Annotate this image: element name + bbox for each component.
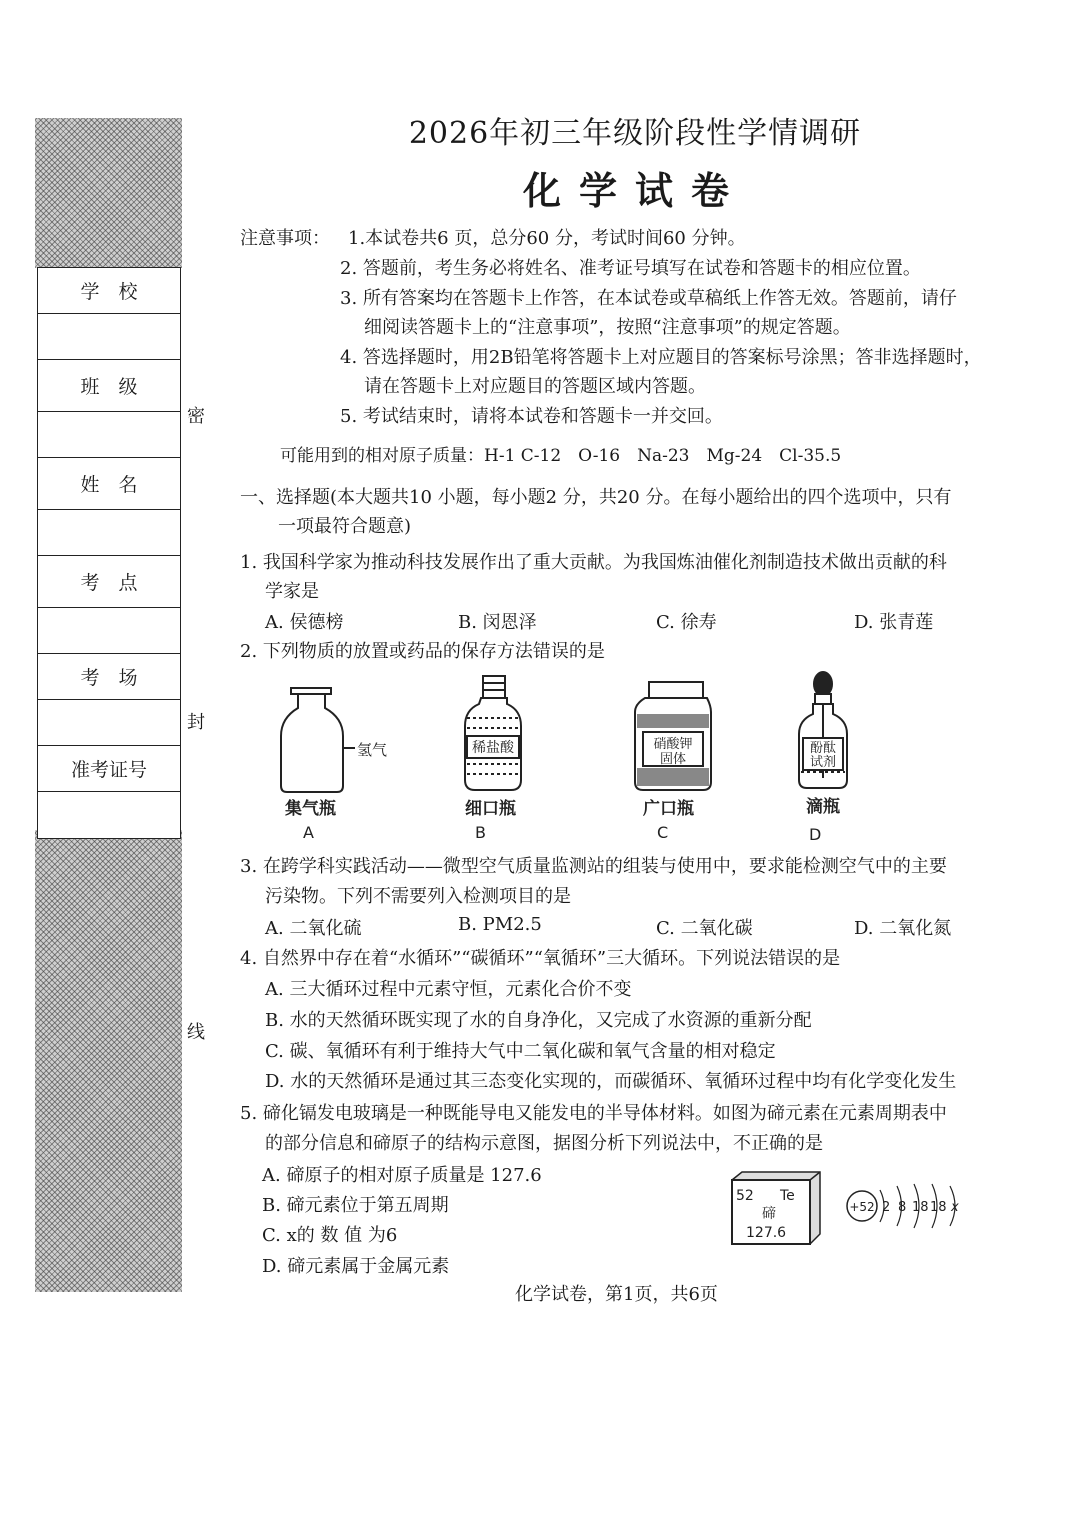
field-site-label: 考 点 bbox=[38, 556, 180, 608]
subject-title: 化学试卷 bbox=[522, 169, 747, 213]
section1-heading: 一、选择题(本大题共10 小题，每小题2 分，共20 分。在每小题给出的四个选项中，只有 bbox=[240, 487, 952, 508]
q1-stem-cont: 学家是 bbox=[265, 581, 319, 602]
q4-option-c[interactable]: C. 碳、氧循环有利于维持大气中二氧化碳和氧气含量的相对稳定 bbox=[265, 1041, 776, 1062]
field-name-blank[interactable] bbox=[38, 510, 180, 556]
q3-option-d[interactable]: D. 二氧化氮 bbox=[854, 918, 952, 939]
bottle-a-letter: A bbox=[303, 823, 314, 842]
q1-option-d[interactable]: D. 张青莲 bbox=[854, 612, 934, 633]
bottle-b-letter: B bbox=[475, 823, 486, 842]
field-ticket-label: 准考证号 bbox=[38, 746, 180, 792]
section1-heading-cont: 一项最符合题意) bbox=[278, 516, 412, 537]
element-number: 52 bbox=[736, 1188, 754, 1204]
notice-item-1: 1.本试卷共6 页，总分60 分，考试时间60 分钟。 bbox=[348, 228, 746, 249]
sidebar-texture-bottom bbox=[35, 830, 182, 1292]
bottle-b-narrow-mouth bbox=[465, 676, 521, 790]
bottle-b-name: 细口瓶 bbox=[465, 799, 516, 819]
bottle-c-letter: C bbox=[657, 823, 669, 842]
bottle-c-wide-mouth bbox=[635, 682, 711, 790]
q3-stem: 3. 在跨学科实践活动——微型空气质量监测站的组装与使用中，要求能检测空气中的主要 bbox=[240, 856, 947, 877]
notice-item-2: 2. 答题前，考生务必将姓名、准考证号填写在试卷和答题卡的相应位置。 bbox=[340, 258, 921, 279]
q2-stem: 2. 下列物质的放置或药品的保存方法错误的是 bbox=[240, 641, 605, 662]
atom-nucleus: +52 bbox=[849, 1200, 875, 1214]
tellurium-element-cell bbox=[726, 1170, 826, 1250]
seal-char-mi: 密 bbox=[187, 406, 205, 427]
q1-option-c[interactable]: C. 徐寿 bbox=[656, 612, 717, 633]
q5-option-c[interactable]: C. x的 数 值 为6 bbox=[262, 1225, 398, 1246]
atom-shell-5: x bbox=[951, 1200, 959, 1215]
q1-option-a[interactable]: A. 侯德榜 bbox=[265, 612, 344, 633]
seal-char-xian: 线 bbox=[187, 1022, 205, 1043]
student-info-table bbox=[37, 267, 181, 839]
bottle-a-gas-label: 氢气 bbox=[357, 741, 388, 759]
q4-option-b[interactable]: B. 水的天然循环既实现了水的自身净化，又完成了水资源的重新分配 bbox=[265, 1010, 812, 1031]
q5-option-b[interactable]: B. 碲元素位于第五周期 bbox=[262, 1195, 449, 1216]
q3-stem-cont: 污染物。下列不需要列入检测项目的是 bbox=[265, 886, 571, 907]
bottle-c-label-1: 硝酸钾 bbox=[653, 737, 693, 752]
field-name-label: 姓 名 bbox=[38, 458, 180, 510]
field-room-blank[interactable] bbox=[38, 700, 180, 746]
q3-option-c[interactable]: C. 二氧化碳 bbox=[656, 918, 753, 939]
field-site-blank[interactable] bbox=[38, 608, 180, 654]
q5-stem: 5. 碲化镉发电玻璃是一种既能导电又能发电的半导体材料。如图为碲元素在元素周期表中 bbox=[240, 1103, 947, 1124]
q3-option-b[interactable]: B. PM2.5 bbox=[458, 914, 542, 935]
q4-stem: 4. 自然界中存在着“水循环”“碳循环”“氧循环”三大循环。下列说法错误的是 bbox=[240, 948, 841, 969]
q1-option-b[interactable]: B. 闵恩泽 bbox=[458, 612, 537, 633]
bottle-c-label-2: 固体 bbox=[659, 752, 687, 767]
field-class-label: 班 级 bbox=[38, 360, 180, 412]
notice-item-4: 4. 答选择题时，用2B铅笔将答题卡上对应题目的答案标号涂黑；答非选择题时， bbox=[340, 347, 982, 368]
exam-title: 2026年初三年级阶段性学情调研 bbox=[408, 116, 862, 151]
q4-option-a[interactable]: A. 三大循环过程中元素守恒，元素化合价不变 bbox=[265, 979, 632, 1000]
q4-option-d[interactable]: D. 水的天然循环是通过其三态变化实现的，而碳循环、氧循环过程中均有化学变化发生 bbox=[265, 1071, 957, 1092]
atom-shell-2: 8 bbox=[898, 1200, 907, 1215]
notice-item-3: 3. 所有答案均在答题卡上作答，在本试卷或草稿纸上作答无效。答题前，请仔 bbox=[340, 288, 957, 309]
atom-shell-3: 18 bbox=[912, 1200, 929, 1215]
bottle-b-label: 稀盐酸 bbox=[472, 740, 514, 756]
element-mass: 127.6 bbox=[746, 1225, 787, 1241]
q5-option-d[interactable]: D. 碲元素属于金属元素 bbox=[262, 1256, 450, 1277]
bottle-d-dropper bbox=[799, 672, 847, 788]
seal-char-feng: 封 bbox=[187, 712, 205, 733]
bottle-a-name: 集气瓶 bbox=[285, 799, 336, 819]
q3-option-a[interactable]: A. 二氧化硫 bbox=[265, 918, 362, 939]
bottle-a-gas-jar bbox=[281, 688, 355, 792]
element-symbol: Te bbox=[780, 1188, 795, 1204]
notice-item-3-cont: 细阅读答题卡上的“注意事项”，按照“注意事项”的规定答题。 bbox=[364, 317, 851, 338]
notice-item-5: 5. 考试结束时，请将本试卷和答题卡一并交回。 bbox=[340, 406, 723, 427]
atomic-masses: 可能用到的相对原子质量：H-1 C-12 O-16 Na-23 Mg-24 Cl-35.5 bbox=[280, 446, 842, 466]
element-name: 碲 bbox=[762, 1206, 776, 1222]
notice-item-4-cont: 请在答题卡上对应题目的答题区域内答题。 bbox=[364, 376, 706, 397]
tellurium-atom-diagram bbox=[842, 1180, 972, 1240]
q1-stem: 1. 我国科学家为推动科技发展作出了重大贡献。为我国炼油催化剂制造技术做出贡献的科 bbox=[240, 552, 947, 573]
bottle-c-name: 广口瓶 bbox=[643, 799, 694, 819]
atom-shell-4: 18 bbox=[930, 1200, 947, 1215]
page-footer: 化学试卷，第1页，共6页 bbox=[515, 1284, 718, 1305]
q2-bottle-figure bbox=[255, 668, 895, 848]
field-class-blank[interactable] bbox=[38, 412, 180, 458]
bottle-d-letter: D bbox=[809, 825, 822, 844]
field-room-label: 考 场 bbox=[38, 654, 180, 700]
field-ticket-blank[interactable] bbox=[38, 792, 180, 838]
field-school-blank[interactable] bbox=[38, 314, 180, 360]
bottle-d-name: 滴瓶 bbox=[806, 797, 840, 817]
atom-shell-1: 2 bbox=[882, 1200, 891, 1215]
notice-label: 注意事项： bbox=[240, 228, 330, 249]
q5-stem-cont: 的部分信息和碲原子的结构示意图，据图分析下列说法中，不正确的是 bbox=[265, 1133, 823, 1154]
bottle-d-label-2: 试剂 bbox=[809, 755, 837, 770]
field-school-label: 学 校 bbox=[38, 268, 180, 314]
bottle-d-label-1: 酚酞 bbox=[809, 741, 837, 756]
q5-option-a[interactable]: A. 碲原子的相对原子质量是 127.6 bbox=[262, 1165, 542, 1186]
